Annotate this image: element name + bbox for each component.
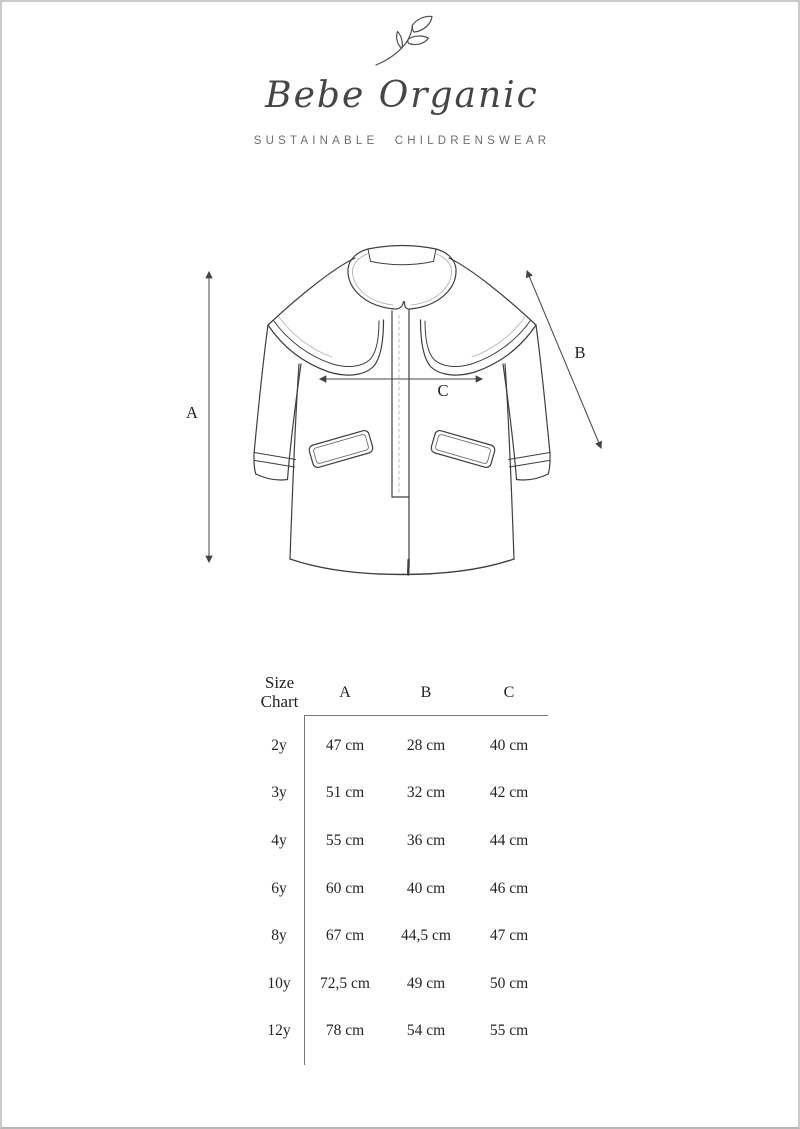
table-row: [242, 925, 564, 947]
value-c: 40 cm: [489, 737, 529, 754]
value-c: 44 cm: [489, 832, 529, 849]
value-c: 47 cm: [489, 927, 529, 944]
size-label: 12y: [267, 1022, 291, 1039]
table-row: [242, 1020, 564, 1042]
column-header-a: A: [339, 684, 351, 701]
value-c: 55 cm: [489, 1022, 529, 1039]
value-a: 51 cm: [325, 784, 365, 801]
value-b: 54 cm: [406, 1022, 446, 1039]
value-b: 28 cm: [406, 737, 446, 754]
table-row: [242, 830, 564, 852]
value-b: 40 cm: [406, 880, 446, 897]
value-a: 72,5 cm: [320, 975, 370, 992]
brand-name: Bebe Organic: [265, 75, 539, 116]
size-label: 8y: [271, 927, 287, 944]
brand-tagline: SUSTAINABLE CHILDRENSWEAR: [253, 135, 551, 147]
arrow-label-c: C: [437, 381, 449, 400]
value-a: 78 cm: [325, 1022, 365, 1039]
value-b: 36 cm: [406, 832, 446, 849]
value-b: 32 cm: [406, 784, 446, 801]
value-a: 60 cm: [325, 880, 365, 897]
size-label: 3y: [271, 784, 287, 801]
size-label: 6y: [271, 880, 287, 897]
value-a: 47 cm: [325, 737, 365, 754]
table-row: [242, 735, 564, 757]
value-c: 46 cm: [489, 880, 529, 897]
right-pocket-flap: [430, 429, 496, 468]
value-a: 67 cm: [325, 927, 365, 944]
size-chart-title-line2: Chart: [260, 692, 299, 711]
arrow-label-b: B: [574, 343, 586, 362]
arrow-label-a: A: [186, 403, 198, 422]
value-c: 50 cm: [489, 975, 529, 992]
value-b: 49 cm: [406, 975, 446, 992]
size-chart-table: [242, 662, 564, 1082]
column-header-b: B: [420, 684, 432, 701]
size-chart-title-line1: Size: [264, 673, 295, 692]
arrow-b: [527, 271, 601, 448]
table-row: [242, 782, 564, 804]
measurement-arrows: [209, 271, 601, 562]
size-label: 10y: [267, 975, 291, 992]
table-horizontal-rule: [305, 715, 548, 716]
table-row: [242, 973, 564, 995]
left-pocket-flap: [308, 429, 374, 468]
value-b: 44,5 cm: [401, 927, 451, 944]
branch-icon: [376, 16, 432, 65]
value-c: 42 cm: [489, 784, 529, 801]
size-chart-title: [242, 673, 317, 711]
column-header-c: C: [503, 684, 515, 701]
size-label: 4y: [271, 832, 287, 849]
table-row: [242, 878, 564, 900]
coat-drawing: [254, 246, 550, 575]
value-a: 55 cm: [325, 832, 365, 849]
size-label: 2y: [271, 737, 287, 754]
